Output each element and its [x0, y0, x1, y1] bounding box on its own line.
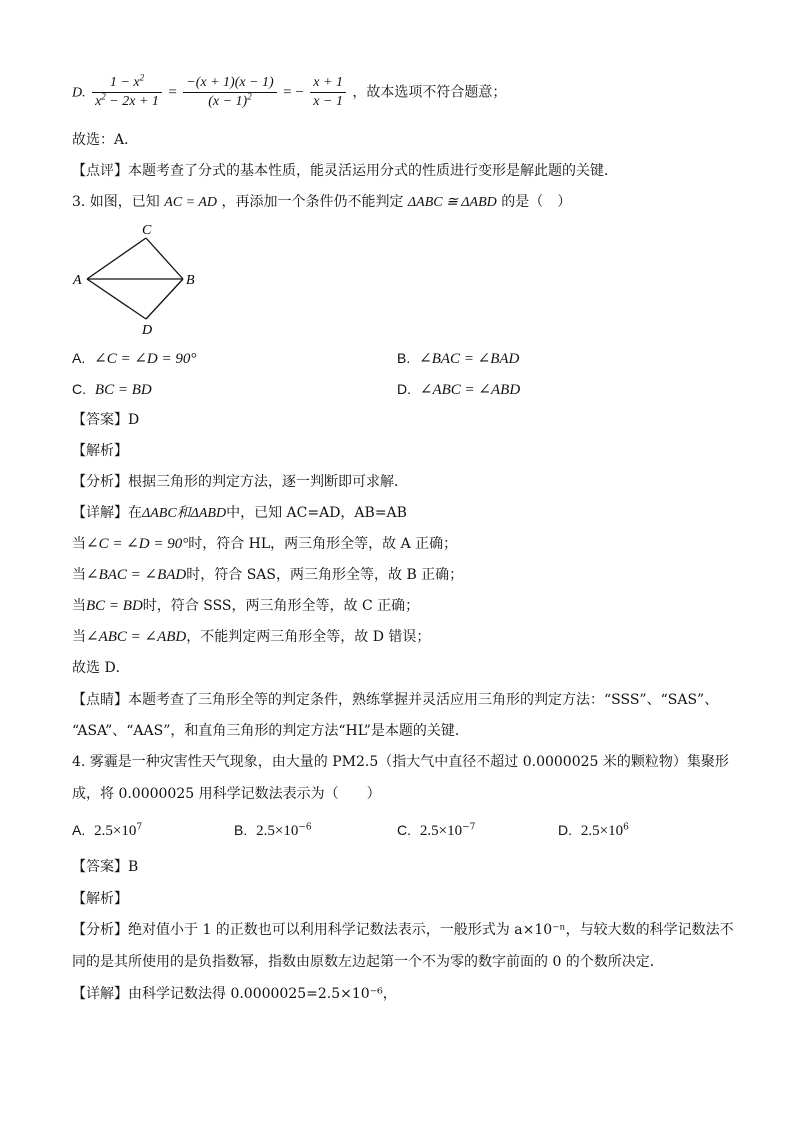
- option-letter: A.: [72, 350, 86, 366]
- q4-option-c: [397, 820, 475, 841]
- q4-option-d: [558, 820, 629, 841]
- option-letter: A.: [72, 822, 86, 838]
- option-base: 2.5×10: [256, 823, 299, 839]
- case-text: 当: [72, 629, 86, 645]
- detail-text: 【详解】在: [72, 505, 142, 521]
- q4-stem-line-1: 4. 雾霾是一种灾害性天气现象，由大量的 PM2.5（指大气中直径不超过 0.0000025 米的颗粒物）集聚形: [72, 754, 729, 770]
- option-text: ∠C = ∠D = 90°: [94, 351, 197, 367]
- q3-comment-line-2: “ASA”、“AAS”，和直角三角形的判定方法“HL”是本题的关键．: [72, 723, 469, 739]
- stem-text: 的是（ ）: [501, 194, 572, 210]
- option-exponent: −7: [462, 822, 476, 833]
- vertex-label-b: B: [186, 273, 195, 288]
- q3-option-a: [72, 348, 196, 369]
- q3-case-3: [72, 596, 419, 616]
- fraction-numerator: 1 − x: [109, 75, 140, 90]
- fraction-numerator: −(x + 1)(x − 1): [183, 74, 276, 93]
- option-letter: C.: [72, 381, 86, 397]
- exponent: 2: [247, 91, 252, 102]
- stem-text: 3. 如图，已知: [72, 194, 160, 210]
- q3-case-1: [72, 534, 457, 554]
- exponent: 2: [101, 91, 106, 102]
- case-math: ∠BAC = ∠BAD: [86, 567, 187, 583]
- segment-cb: [146, 238, 183, 279]
- fraction-denominator: x: [95, 94, 102, 109]
- q3-analysis: 【分析】根据三角形的判定方法，逐一判断即可求解．: [72, 474, 408, 490]
- fraction-3: [310, 74, 346, 111]
- fraction-denominator: x − 1: [313, 94, 343, 109]
- option-letter: D.: [558, 822, 572, 838]
- case-math: BC = BD: [86, 598, 143, 614]
- case-math: ∠ABC = ∠ABD: [86, 629, 187, 645]
- q4-option-a: [72, 820, 142, 841]
- option-text: ∠ABC = ∠ABD: [419, 382, 521, 398]
- case-text: 当: [72, 598, 86, 614]
- case-text: ，不能判定两三角形全等，故 D 错误；: [186, 629, 431, 645]
- q3-comment-line-1: 【点睛】本题考查了三角形全等的判定条件，熟练掌握并灵活应用三角形的判定方法：“SSS”、“SAS”、: [72, 692, 719, 708]
- fraction-1: [92, 74, 162, 111]
- option-letter: D.: [397, 381, 411, 397]
- case-text: 当: [72, 567, 86, 583]
- fraction-numerator: x + 1: [310, 74, 346, 93]
- q3-detail: [72, 503, 407, 524]
- q3-analysis-head: 【解析】: [72, 443, 128, 459]
- q3-case-2: [72, 565, 463, 585]
- vertex-label-c: C: [142, 223, 152, 238]
- option-exponent: −6: [298, 822, 312, 833]
- case-text: 当: [72, 536, 86, 552]
- stem-triangles: ΔABC ≅ ΔABD: [407, 195, 497, 210]
- exponent: 2: [139, 72, 145, 83]
- vertex-label-d: D: [142, 323, 153, 338]
- detail-triangles: ΔABC和ΔABD: [142, 506, 227, 521]
- option-base: 2.5×10: [94, 823, 137, 839]
- case-text: 时，符合 SAS，两三角形全等，故 B 正确；: [186, 567, 464, 583]
- segment-ac: [87, 238, 146, 279]
- segment-db: [146, 279, 183, 319]
- q3-choose: 故选 D．: [72, 660, 130, 676]
- option-exponent: 7: [136, 822, 143, 833]
- q4-option-b: [234, 820, 312, 841]
- stem-text: ，再添加一个条件仍不能判定: [221, 194, 404, 210]
- q3-option-d: [397, 379, 520, 400]
- option-letter: B.: [397, 350, 411, 366]
- option-base: 2.5×10: [580, 823, 624, 839]
- option-letter: C.: [397, 822, 411, 838]
- q3-case-4: [72, 627, 430, 647]
- option-exponent: 6: [623, 822, 629, 833]
- detail-text: 中，已知 AC=AD，AB=AB: [226, 505, 407, 521]
- question-3-stem: [72, 192, 571, 213]
- q3-answer: 【答案】D: [72, 412, 140, 428]
- q4-detail: 【详解】由科学记数法得 0.0000025=2.5×10⁻⁶，: [72, 986, 397, 1002]
- segment-ad: [87, 279, 146, 319]
- option-d-fraction-line: D. $\frac{1 - x^2}{x^2 - 2x + 1}$ = $\frac{-(x + 1)(x - 1)}{(x - 1)^2}$ = − $\frac{x + 1}{x - 1}$ ，故本选项不符合题意；: [72, 72, 507, 109]
- option-text: BC = BD: [94, 382, 152, 398]
- q4-analysis-line-2: 同的是其所使用的是负指数幂，指数由原数左边起第一个不为零的数字前面的 0 的个数所决定．: [72, 954, 664, 970]
- option-d-conclusion: ，故本选项不符合题意；: [352, 84, 507, 101]
- q3-option-b: [397, 348, 519, 369]
- fraction-2: [183, 74, 276, 111]
- fraction-denominator: (x − 1): [208, 94, 248, 109]
- case-text: 时，符合 SSS，两三角形全等，故 C 正确；: [142, 598, 420, 614]
- q3-option-c: [72, 379, 152, 400]
- q4-analysis-line-1: 【分析】绝对值小于 1 的正数也可以利用科学记数法表示，一般形式为 a×10⁻ⁿ，与较大数的科学记数法不: [72, 922, 734, 938]
- option-text: ∠BAC = ∠BAD: [419, 351, 520, 367]
- q4-answer: 【答案】B: [72, 859, 139, 875]
- case-math: ∠C = ∠D = 90°: [86, 536, 189, 552]
- option-base: 2.5×10: [419, 823, 463, 839]
- quadrilateral-figure: [70, 220, 210, 340]
- case-text: 时，符合 HL，两三角形全等，故 A 正确；: [188, 536, 458, 552]
- vertex-label-a: A: [73, 273, 82, 288]
- q4-stem-line-2: 成，将 0.0000025 用科学记数法表示为（ ）: [72, 786, 381, 802]
- answer-line: 故选：A．: [72, 132, 139, 148]
- stem-condition: AC = AD: [164, 195, 218, 210]
- comment-line: 【点评】本题考查了分式的基本性质，能灵活运用分式的性质进行变形是解此题的关键．: [72, 163, 618, 179]
- q4-analysis-head: 【解析】: [72, 891, 128, 907]
- fraction-denominator-rest: − 2x + 1: [105, 94, 159, 109]
- option-letter: B.: [234, 822, 248, 838]
- option-label: D.: [72, 85, 86, 101]
- equals-minus: = −: [283, 84, 304, 101]
